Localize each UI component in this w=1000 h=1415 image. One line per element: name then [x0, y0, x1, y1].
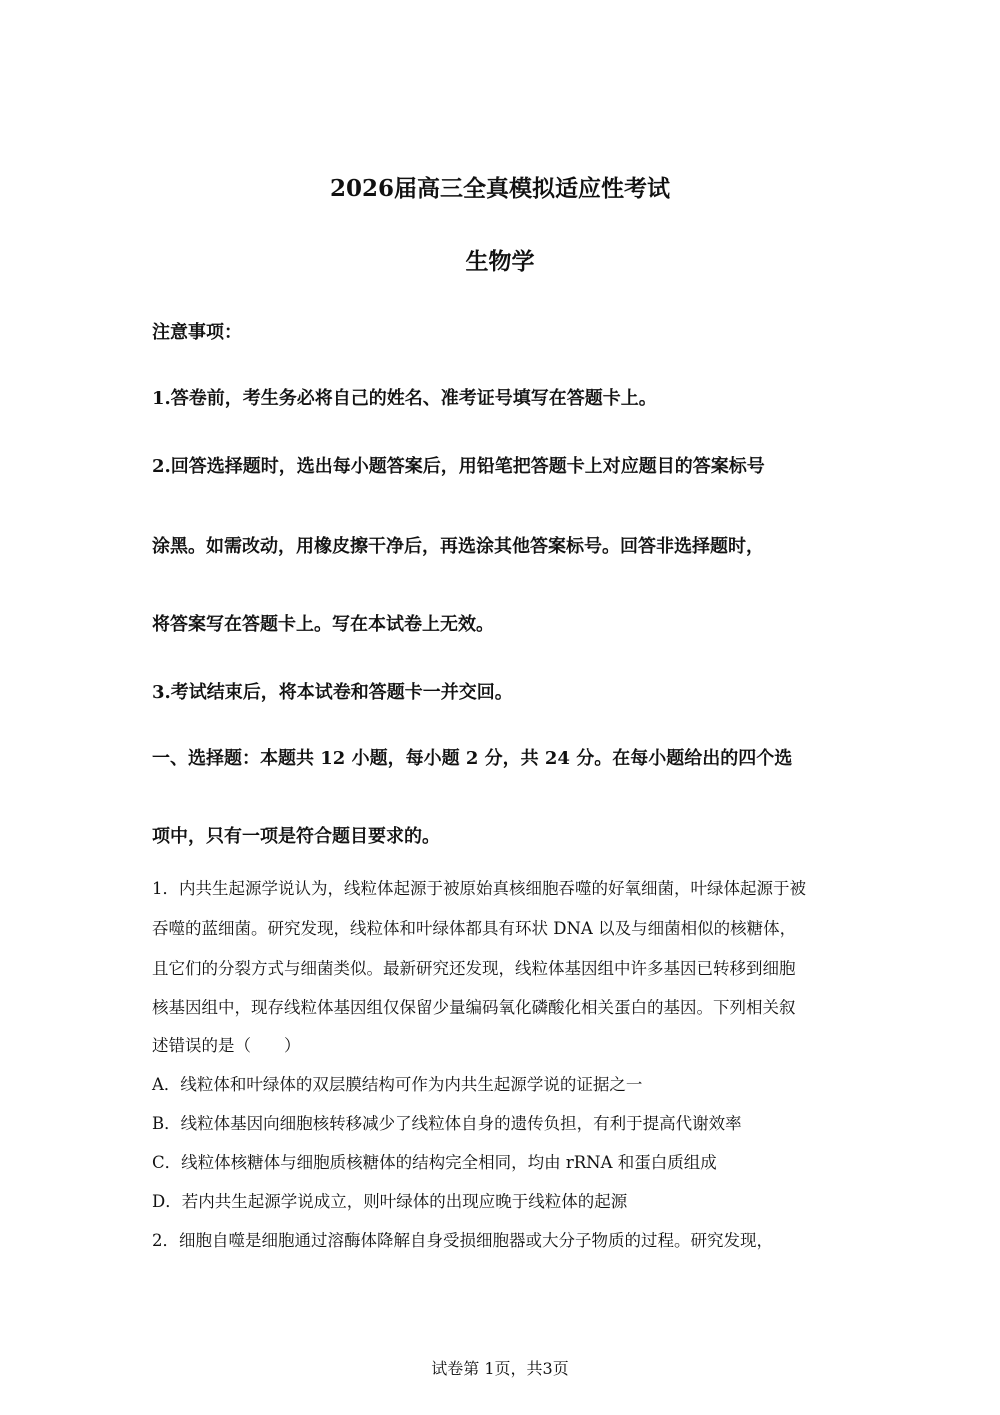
- question-1-option-d: D．若内共生起源学说成立，则叶绿体的出现应晚于线粒体的起源: [152, 1192, 628, 1211]
- question-1-stem-line-3: 且它们的分裂方式与细菌类似。最新研究还发现，线粒体基因组中许多基因已转移到细胞: [152, 959, 796, 978]
- question-1-stem-line-1: 1．内共生起源学说认为，线粒体起源于被原始真核细胞吞噬的好氧细菌，叶绿体起源于被: [152, 879, 806, 898]
- question-1-option-b: B．线粒体基因向细胞核转移减少了线粒体自身的遗传负担，有利于提高代谢效率: [152, 1114, 742, 1133]
- question-1-stem-line-2: 吞噬的蓝细菌。研究发现，线粒体和叶绿体都具有环状 DNA 以及与细菌相似的核糖体，: [152, 919, 797, 938]
- section-heading-line-1: 一、选择题：本题共 12 小题，每小题 2 分，共 24 分。在每小题给出的四个选: [152, 748, 793, 769]
- section-heading-line-2: 项中，只有一项是符合题目要求的。: [152, 826, 440, 847]
- question-1-option-a: A．线粒体和叶绿体的双层膜结构可作为内共生起源学说的证据之一: [152, 1075, 643, 1094]
- notice-line-1: 1.答卷前，考生务必将自己的姓名、准考证号填写在答题卡上。: [152, 388, 657, 409]
- exam-subject: 生物学: [465, 248, 535, 275]
- notice-line-4: 将答案写在答题卡上。写在本试卷上无效。: [152, 614, 494, 635]
- question-1-stem-line-4: 核基因组中，现存线粒体基因组仅保留少量编码氧化磷酸化相关蛋白的基因。下列相关叙: [152, 998, 796, 1017]
- question-1-stem-line-5: 述错误的是（ ）: [152, 1036, 301, 1055]
- notice-line-3: 涂黑。如需改动，用橡皮擦干净后，再选涂其他答案标号。回答非选择题时，: [152, 536, 764, 557]
- notice-line-5: 3.考试结束后，将本试卷和答题卡一并交回。: [152, 682, 513, 703]
- question-1-option-c: C．线粒体核糖体与细胞质核糖体的结构完全相同，均由 rRNA 和蛋白质组成: [152, 1153, 717, 1172]
- notice-line-2: 2.回答选择题时，选出每小题答案后，用铅笔把答题卡上对应题目的答案标号: [152, 456, 765, 477]
- page-footer: 试卷第 1页，共3页: [431, 1359, 569, 1378]
- notice-heading: 注意事项：: [152, 322, 242, 343]
- question-2-stem-line-1: 2．细胞自噬是细胞通过溶酶体降解自身受损细胞器或大分子物质的过程。研究发现，: [152, 1231, 773, 1250]
- exam-title: 2026届高三全真模拟适应性考试: [329, 175, 670, 202]
